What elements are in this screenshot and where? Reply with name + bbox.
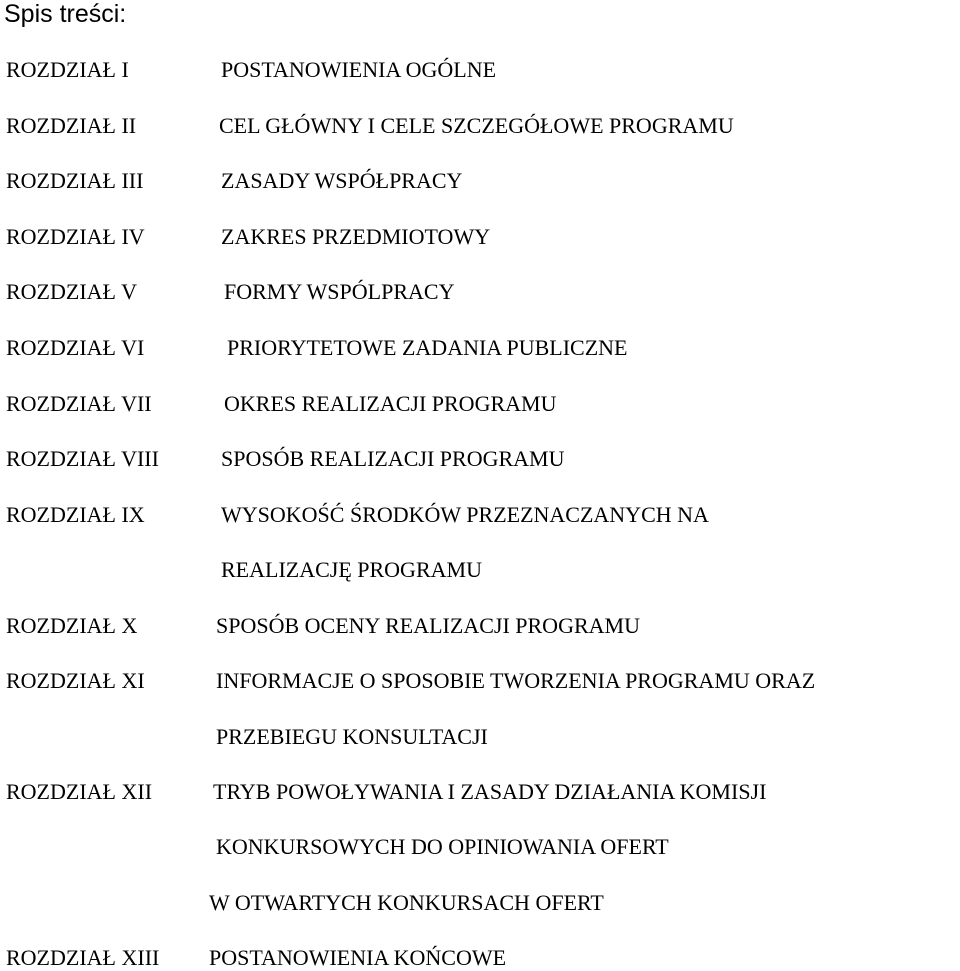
chapter-title: TRYB POWOŁYWANIA I ZASADY DZIAŁANIA KOMISJI [213,779,767,804]
chapter-title-continuation: PRZEBIEGU KONSULTACJI [216,724,488,749]
chapter-title: SPOSÓB OCENY REALIZACJI PROGRAMU [216,613,640,638]
chapter-number: ROZDZIAŁ X [6,613,138,638]
chapter-number: ROZDZIAŁ VII [6,391,152,416]
chapter-title-continuation: W OTWARTYCH KONKURSACH OFERT [209,890,604,915]
chapter-title: CEL GŁÓWNY I CELE SZCZEGÓŁOWE PROGRAMU [219,113,734,138]
chapter-number: ROZDZIAŁ II [6,113,137,138]
chapter-title: PRIORYTETOWE ZADANIA PUBLICZNE [227,335,628,360]
chapter-title: ZAKRES PRZEDMIOTOWY [221,224,491,249]
chapter-title-continuation: REALIZACJĘ PROGRAMU [221,557,482,582]
chapter-number: ROZDZIAŁ XIII [6,945,160,970]
chapter-title: SPOSÓB REALIZACJI PROGRAMU [221,446,565,471]
chapter-number: ROZDZIAŁ III [6,168,144,193]
chapter-number: ROZDZIAŁ XII [6,779,153,804]
chapter-title: INFORMACJE O SPOSOBIE TWORZENIA PROGRAMU ORAZ [216,668,816,693]
chapter-number: ROZDZIAŁ XI [6,668,145,693]
chapter-number: ROZDZIAŁ I [6,57,129,82]
chapter-title: ZASADY WSPÓŁPRACY [221,168,463,193]
chapter-number: ROZDZIAŁ IX [6,502,145,527]
chapter-number: ROZDZIAŁ IV [6,224,145,249]
chapter-title: POSTANOWIENIA KOŃCOWE [209,945,507,970]
chapter-number: ROZDZIAŁ VIII [6,446,159,471]
toc-title: Spis treści: [4,0,127,28]
chapter-title: FORMY WSPÓLPRACY [224,279,455,304]
chapter-title: WYSOKOŚĆ ŚRODKÓW PRZEZNACZANYCH NA [221,502,709,527]
chapter-number: ROZDZIAŁ VI [6,335,145,360]
chapter-title: POSTANOWIENIA OGÓLNE [221,57,497,82]
chapter-title-continuation: KONKURSOWYCH DO OPINIOWANIA OFERT [216,834,669,859]
chapter-title: OKRES REALIZACJI PROGRAMU [224,391,557,416]
chapter-number: ROZDZIAŁ V [6,279,137,304]
